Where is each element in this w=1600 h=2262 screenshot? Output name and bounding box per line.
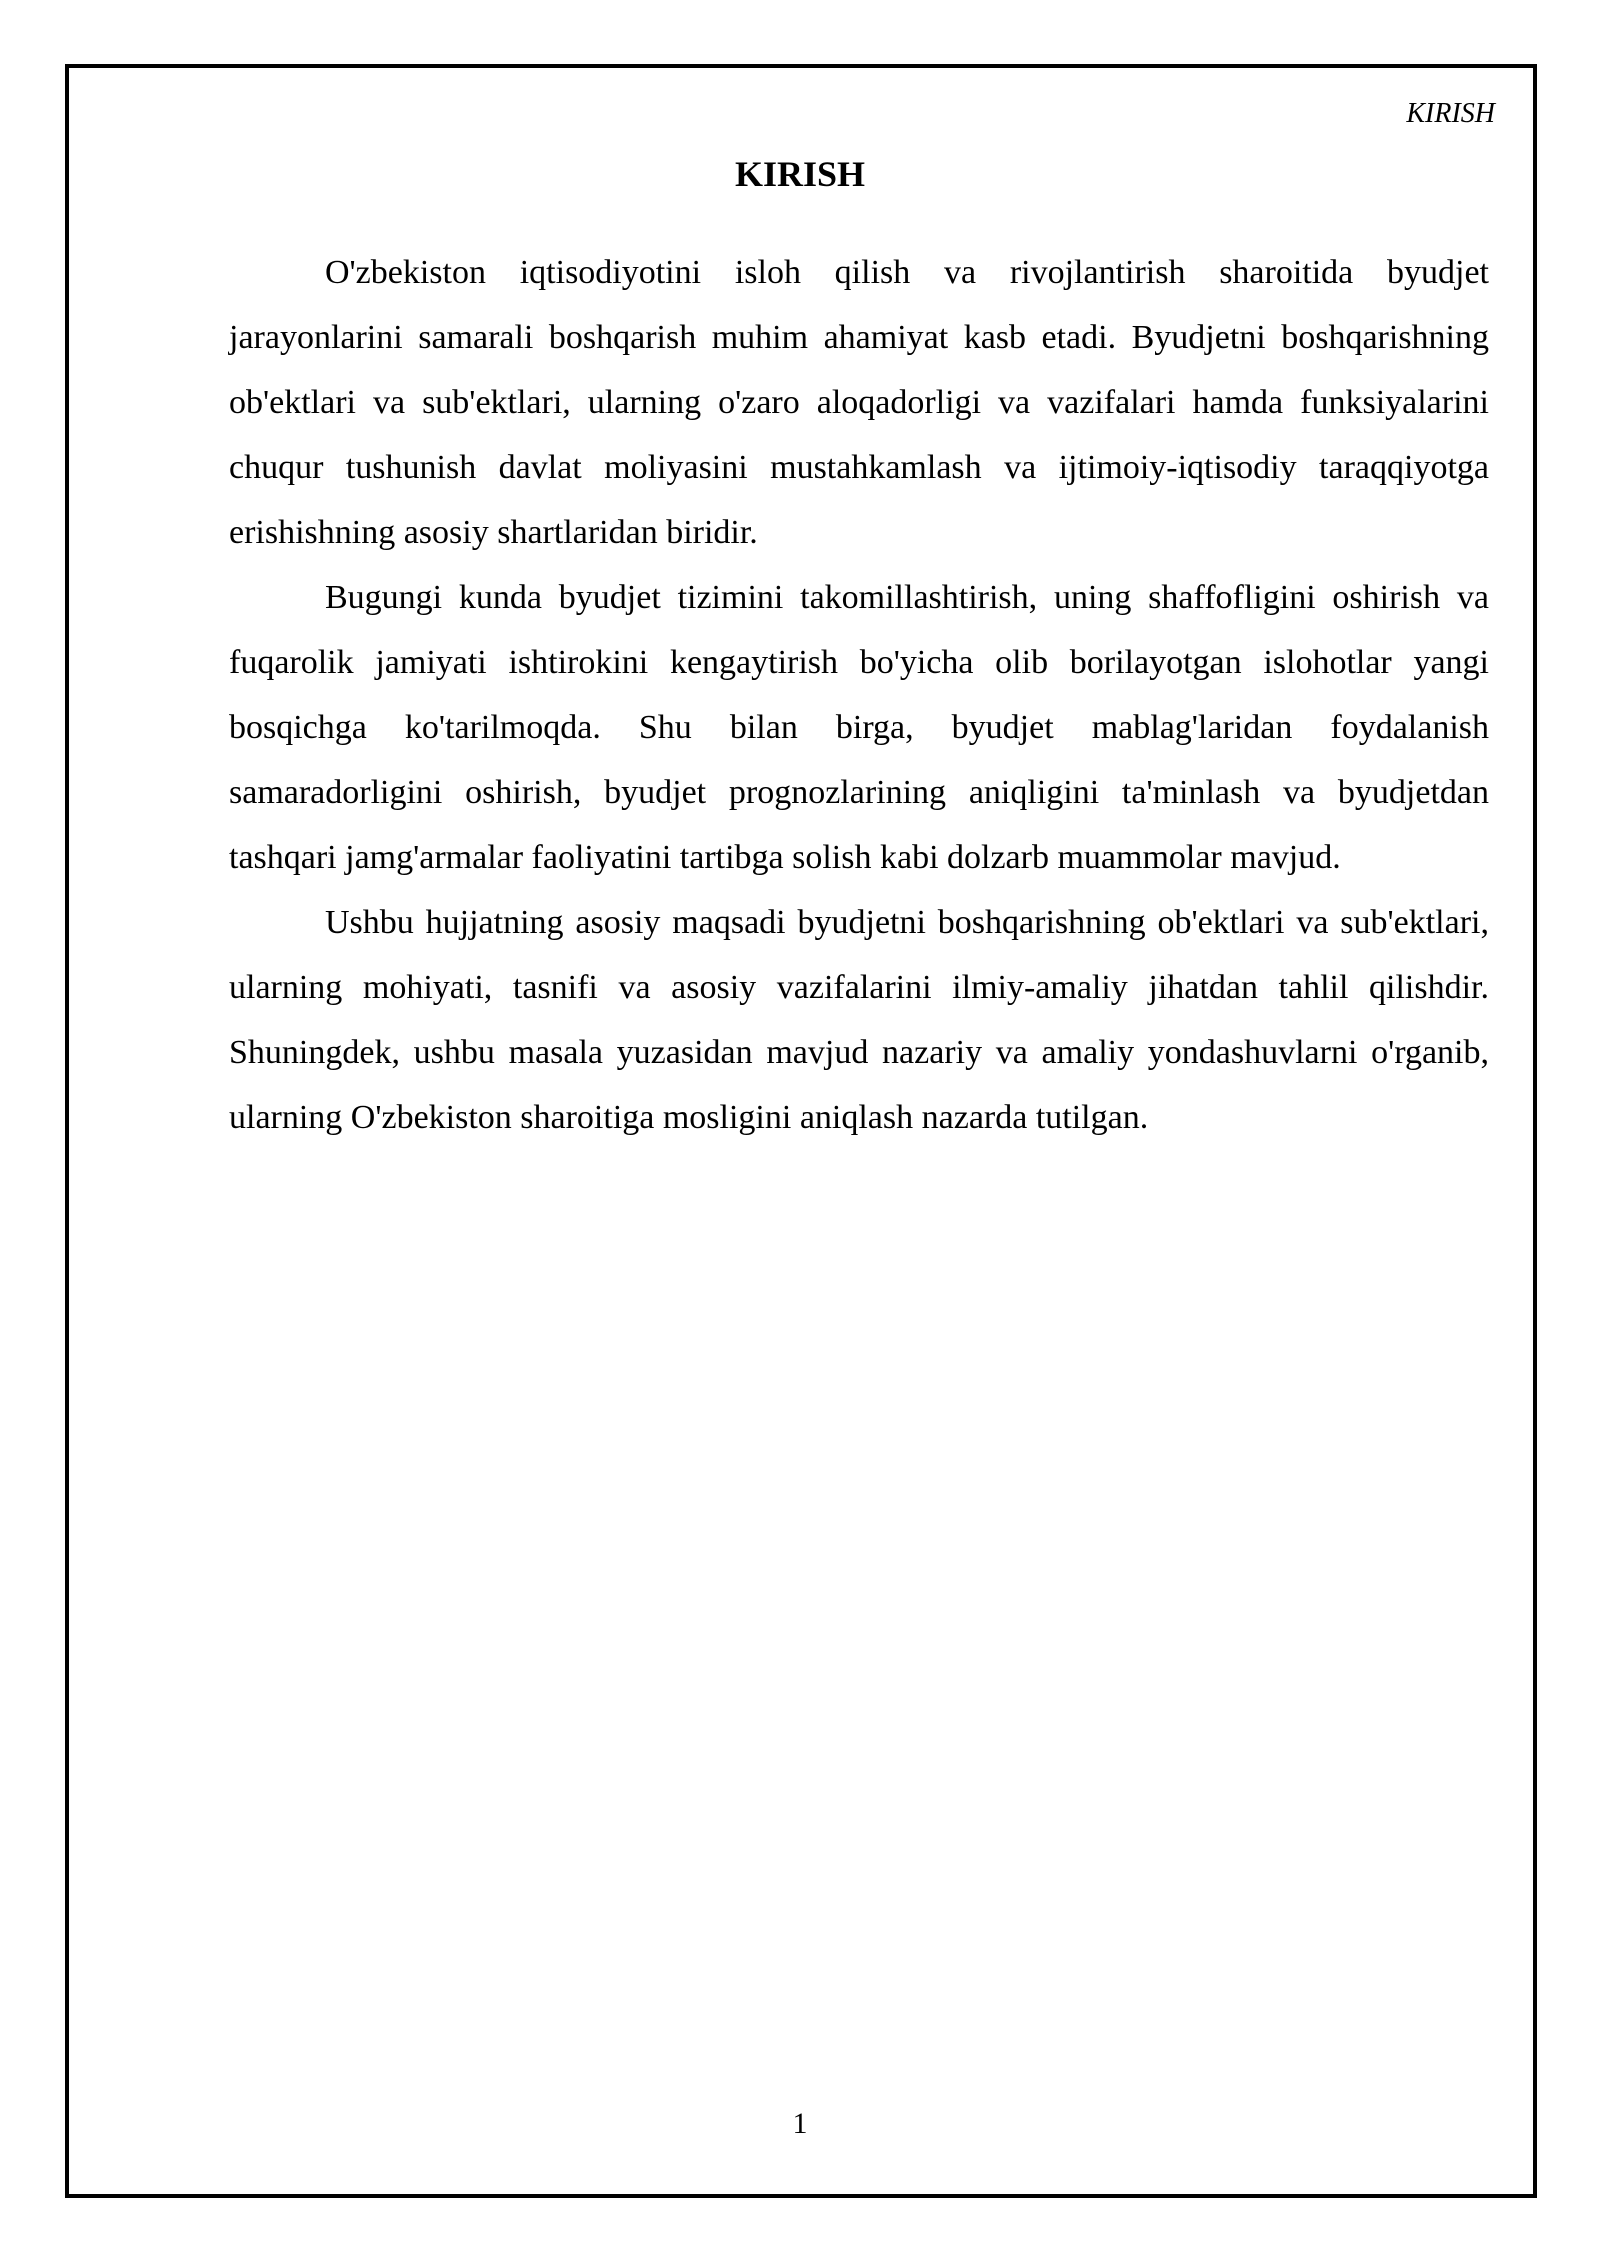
running-header: KIRISH <box>1406 98 1495 129</box>
paragraph-1: O'zbekiston iqtisodiyotini isloh qilish va rivojlantirish sharoitida byudjet jarayonlarini samarali boshqarish muhim ahamiyat kasb etadi. Byudjetni boshqarishning ob'ektlari va sub'ektlari, ularning o'zaro aloqadorligi va vazifalari hamda funksiyalarini chuqur tushunish davlat moliyasini mustahkamlash va ijtimoiy-iqtisodiy taraqqiyotga erishishning asosiy shartlaridan biridir. <box>229 254 1489 551</box>
page-title: KIRISH <box>734 154 866 194</box>
paragraph-2: Bugungi kunda byudjet tizimini takomillashtirish, uning shaffofligini oshirish va fuqarolik jamiyati ishtirokini kengaytirish bo'yicha olib borilayotgan islohotlar yangi bosqichga ko'tarilmoqda. Shu bilan birga, byudjet mablag'laridan foydalanish samaradorligini oshirish, byudjet prognozlarining aniqligini ta'minlash va byudjetdan tashqari jamg'armalar faoliyatini tartibga solish kabi dolzarb muammolar mavjud. <box>229 579 1489 876</box>
paragraph-3: Ushbu hujjatning asosiy maqsadi byudjetni boshqarishning ob'ektlari va sub'ektlari, ularning mohiyati, tasnifi va asosiy vazifalarini ilmiy-amaliy jihatdan tahlil qilishdir. Shuningdek, ushbu masala yuzasidan mavjud nazariy va amaliy yondashuvlarni o'rganib, ularning O'zbekiston sharoitiga mosligini aniqlash nazarda tutilgan. <box>229 904 1489 1136</box>
body-text <box>229 240 1489 1150</box>
page-number: 1 <box>792 2107 808 2140</box>
